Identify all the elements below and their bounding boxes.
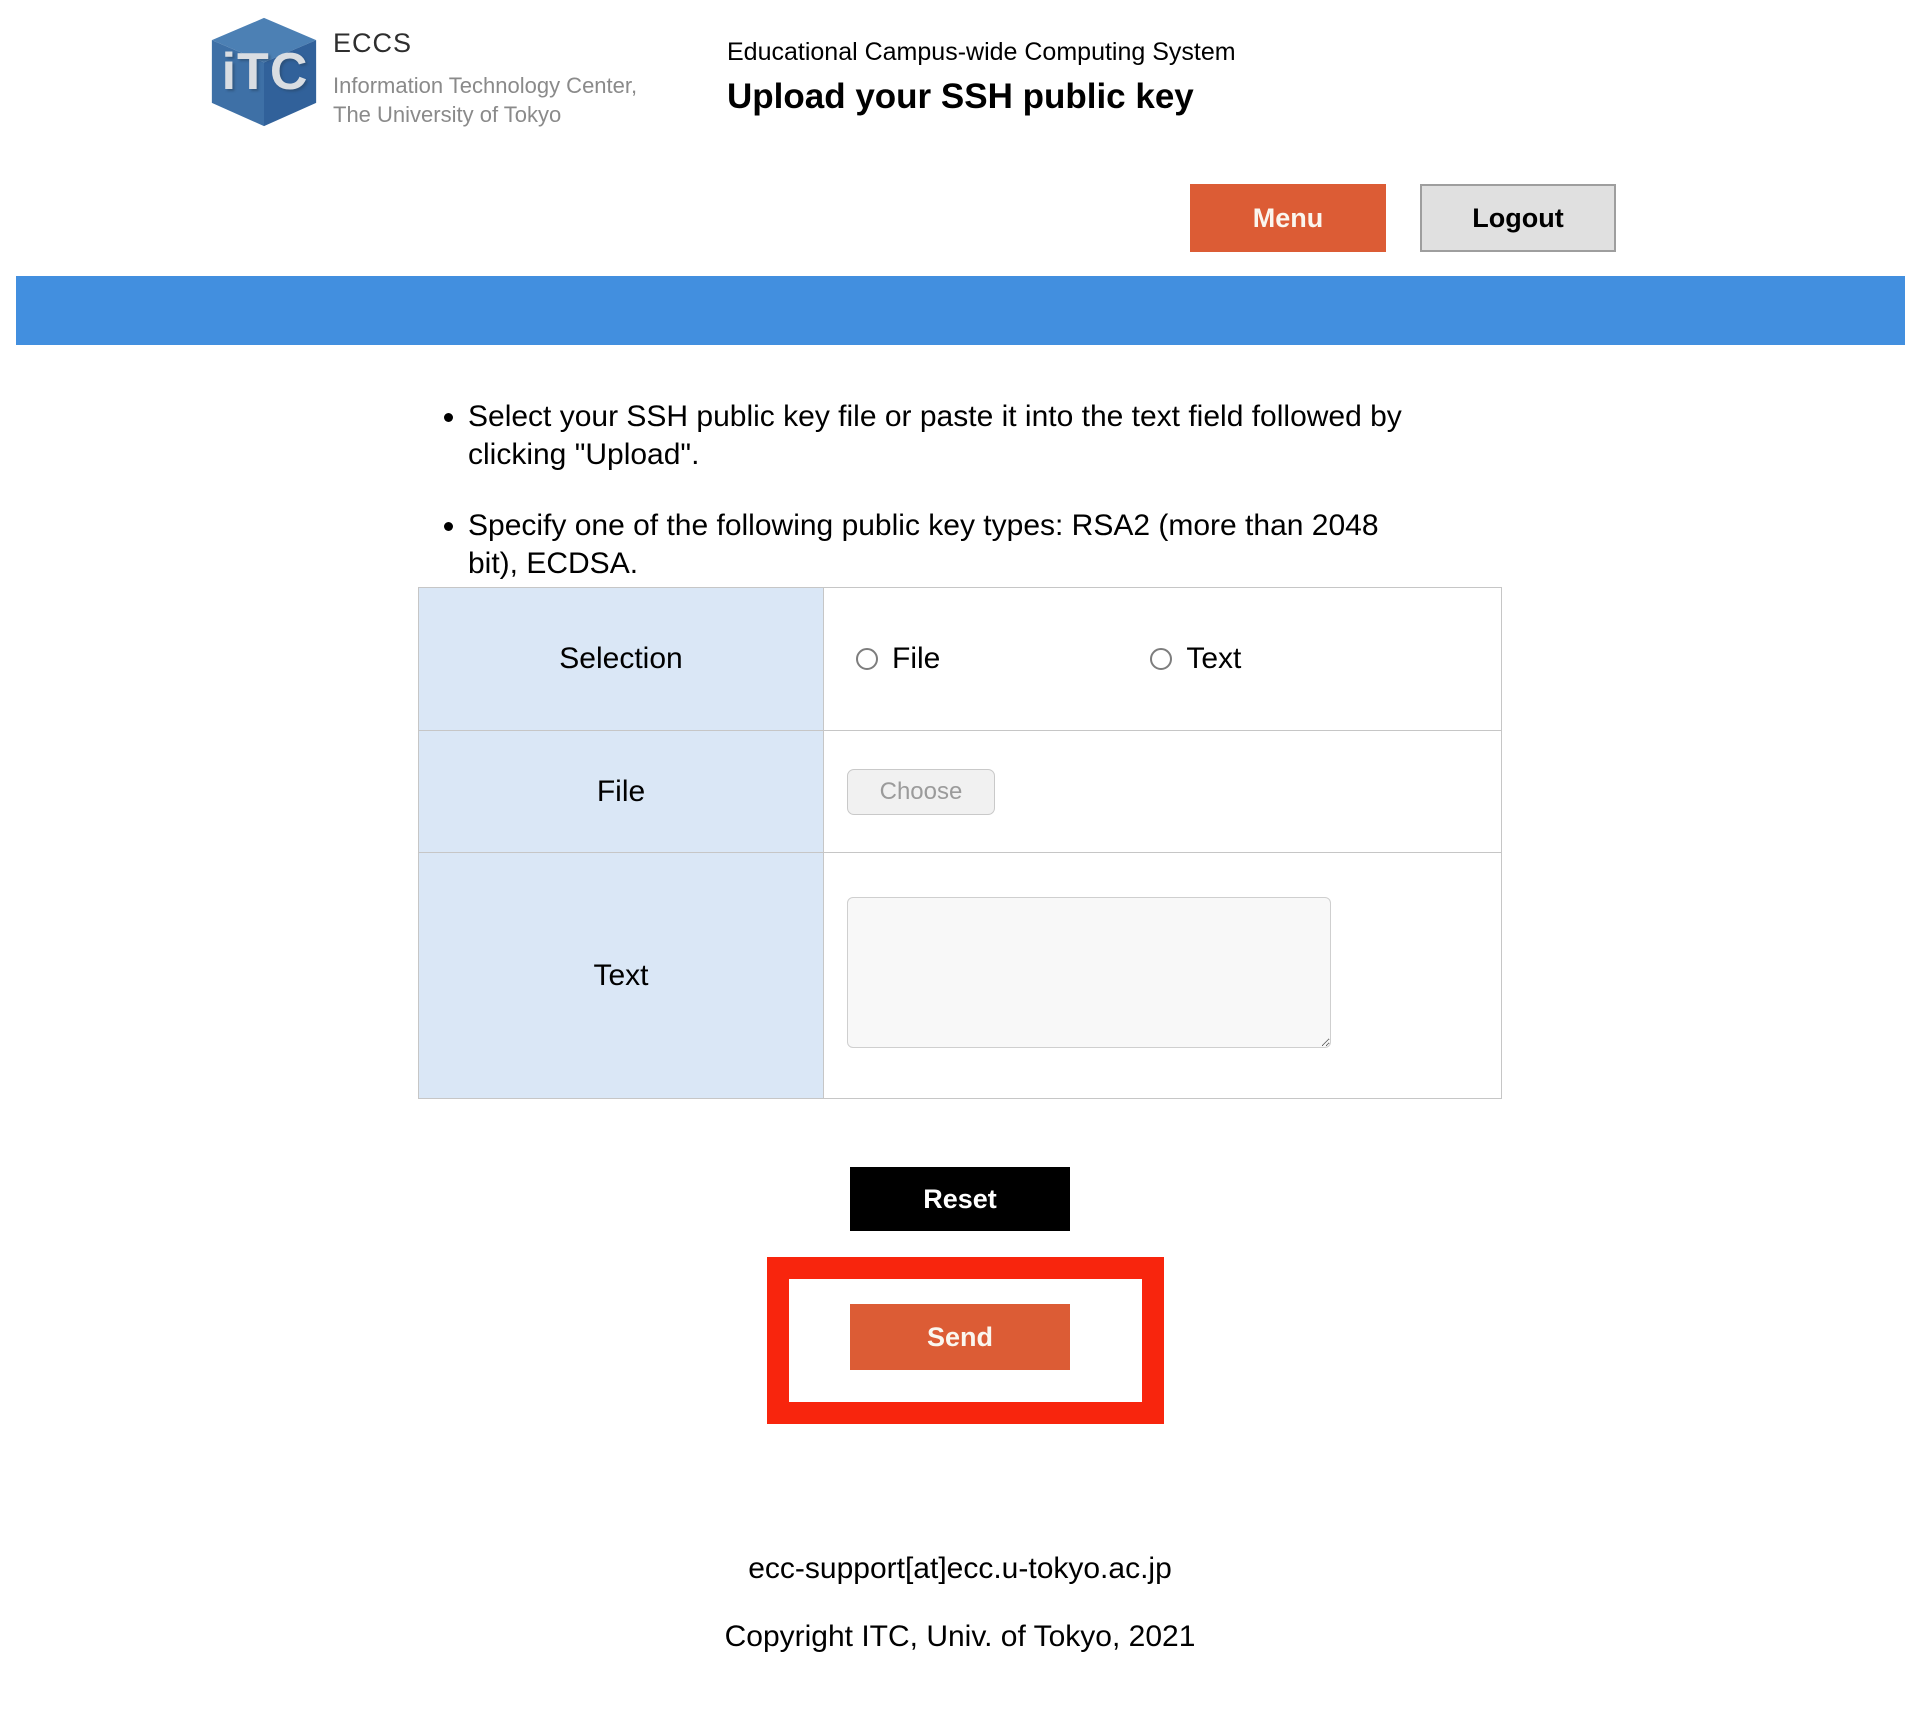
public-key-textarea[interactable] — [847, 897, 1331, 1048]
logout-button[interactable]: Logout — [1420, 184, 1616, 252]
copyright-text: Copyright ITC, Univ. of Tokyo, 2021 — [724, 1620, 1196, 1653]
logo-org-line2: The University of Tokyo — [333, 102, 562, 127]
send-button[interactable]: Send — [850, 1304, 1070, 1370]
eccs-logo — [205, 14, 665, 134]
system-name: Educational Campus-wide Computing System — [727, 38, 1236, 66]
file-radio-label: File — [892, 642, 941, 675]
file-radio[interactable] — [856, 648, 878, 670]
instructions-list — [438, 398, 1498, 616]
logo-text-block — [333, 28, 637, 129]
support-contact: ecc-support[at]ecc.u-tokyo.ac.jp — [748, 1552, 1172, 1585]
itc-logo-mark: iTC — [221, 43, 309, 101]
instruction-line: bit), ECDSA. — [468, 547, 639, 580]
choose-file-button[interactable]: Choose — [847, 769, 995, 815]
blue-divider-bar — [16, 276, 1905, 345]
instruction-item — [468, 507, 1498, 583]
upload-form-table — [418, 587, 1502, 1099]
instruction-line: • Select your SSH public key file or paste it into the text field followed by — [468, 400, 1402, 433]
selection-row-value — [824, 588, 1502, 731]
text-row-header: Text — [419, 853, 824, 1099]
menu-button[interactable]: Menu — [1190, 184, 1386, 252]
text-radio-label: Text — [1186, 642, 1242, 675]
instruction-line: clicking "Upload". — [468, 438, 700, 471]
instruction-item — [468, 398, 1498, 474]
page-title: Upload your SSH public key — [727, 77, 1194, 116]
text-row-value — [824, 853, 1502, 1099]
text-radio-option — [1150, 642, 1241, 676]
text-radio[interactable] — [1150, 648, 1172, 670]
selection-radio-group — [824, 642, 1241, 676]
reset-button[interactable]: Reset — [850, 1167, 1070, 1231]
instruction-line: • Specify one of the following public key types: RSA2 (more than 2048 — [468, 509, 1379, 542]
logo-org-line1: Information Technology Center, — [333, 73, 638, 98]
header-titles — [727, 38, 1236, 117]
selection-row-header: Selection — [419, 588, 824, 731]
logo-acronym: ECCS — [333, 28, 413, 58]
file-row-header: File — [419, 731, 824, 853]
file-row-value — [824, 731, 1502, 853]
file-radio-option — [856, 642, 940, 676]
